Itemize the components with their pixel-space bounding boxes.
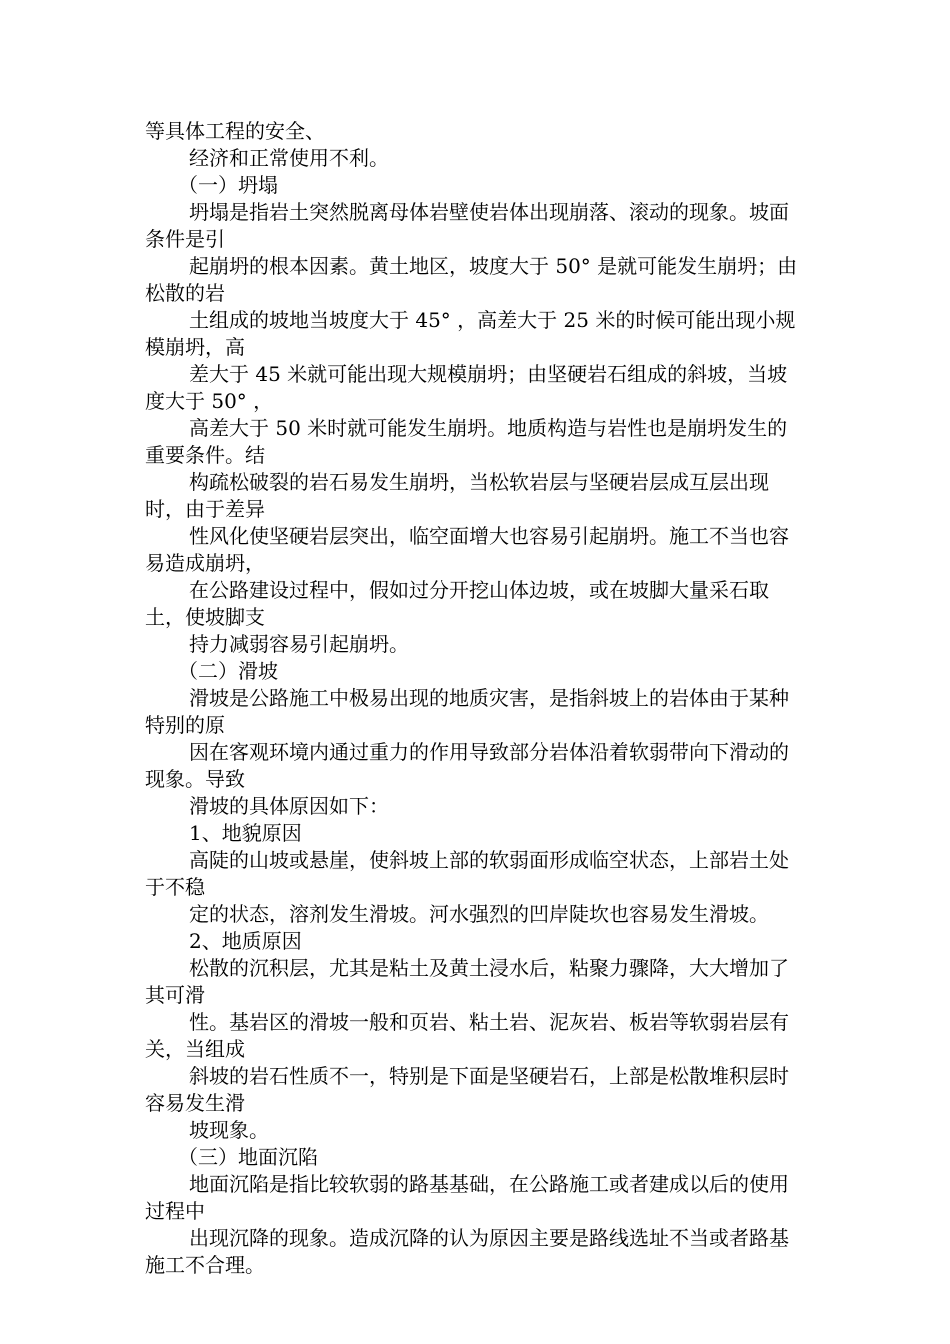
paragraph: 高陡的山坡或悬崖，使斜坡上部的软弱面形成临空状态，上部岩土处于不稳: [145, 848, 789, 899]
subheading-landform: 1、地貌原因: [189, 821, 302, 845]
paragraph: 坍塌是指岩土突然脱离母体岩壁使岩体出现崩落、滚动的现象。坡面条件是引: [145, 200, 789, 251]
paragraph: 松散的沉积层，尤其是粘土及黄土浸水后，粘聚力骤降，大大增加了其可滑: [145, 956, 789, 1007]
paragraph: 滑坡是公路施工中极易出现的地质灾害，是指斜坡上的岩体由于某种特别的原: [145, 686, 789, 737]
section-heading-collapse: （一）坍塌: [178, 173, 278, 197]
paragraph: 起崩坍的根本因素。黄土地区，坡度大于 50° 是就可能发生崩坍；由松散的岩: [145, 254, 798, 305]
paragraph: 地面沉陷是指比较软弱的路基基础，在公路施工或者建成以后的使用过程中: [145, 1172, 789, 1223]
paragraph: 坡现象。: [189, 1118, 269, 1142]
paragraph: 持力减弱容易引起崩坍。: [189, 632, 409, 656]
paragraph: 性。基岩区的滑坡一般和页岩、粘土岩、泥灰岩、板岩等软弱岩层有关，当组成: [145, 1010, 789, 1061]
document-body: [145, 118, 805, 1279]
paragraph: 定的状态，溶剂发生滑坡。河水强烈的凹岸陡坎也容易发生滑坡。: [189, 902, 769, 926]
section-heading-landslide: （二）滑坡: [178, 659, 278, 683]
paragraph: 因在客观环境内通过重力的作用导致部分岩体沿着软弱带向下滑动的现象。导致: [145, 740, 789, 791]
paragraph: 等具体工程的安全、: [145, 119, 325, 143]
paragraph: 高差大于 50 米时就可能发生崩坍。地质构造与岩性也是崩坍发生的重要条件。结: [145, 416, 788, 467]
subheading-geology: 2、地质原因: [189, 929, 302, 953]
paragraph: 滑坡的具体原因如下：: [189, 794, 389, 818]
paragraph: 构疏松破裂的岩石易发生崩坍，当松软岩层与坚硬岩层成互层出现时，由于差异: [145, 470, 769, 521]
section-heading-subsidence: （三）地面沉陷: [178, 1145, 318, 1169]
paragraph: 土组成的坡地当坡度大于 45° ，高差大于 25 米的时候可能出现小规模崩坍，高: [145, 308, 796, 359]
paragraph: 经济和正常使用不利。: [189, 146, 389, 170]
paragraph: 差大于 45 米就可能出现大规模崩坍；由坚硬岩石组成的斜坡，当坡度大于 50° ，: [145, 362, 788, 413]
paragraph: 在公路建设过程中，假如过分开挖山体边坡，或在坡脚大量采石取土，使坡脚支: [145, 578, 769, 629]
paragraph: 斜坡的岩石性质不一，特别是下面是坚硬岩石，上部是松散堆积层时容易发生滑: [145, 1064, 789, 1115]
paragraph: 性风化使坚硬岩层突出，临空面增大也容易引起崩坍。施工不当也容易造成崩坍，: [145, 524, 789, 575]
paragraph: 出现沉降的现象。造成沉降的认为原因主要是路线选址不当或者路基施工不合理。: [145, 1226, 789, 1277]
